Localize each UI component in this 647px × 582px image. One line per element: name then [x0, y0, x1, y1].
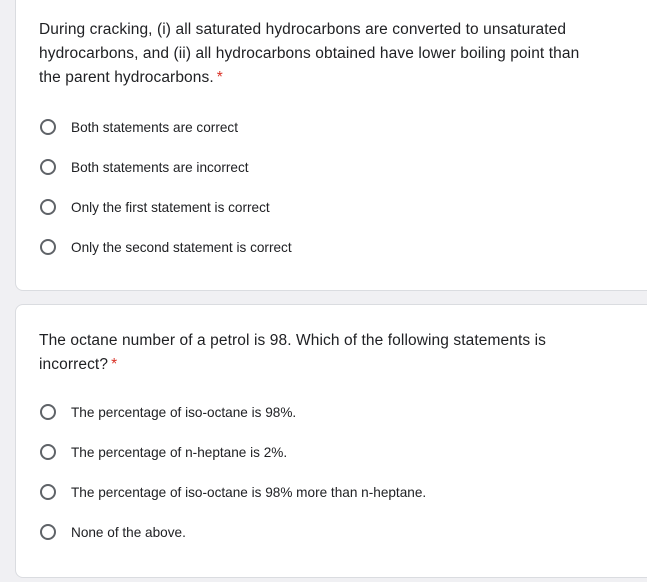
option-first-correct[interactable]	[40, 196, 270, 218]
option-label: The percentage of iso-octane is 98% more than n-heptane.	[71, 484, 427, 500]
option-both-correct[interactable]	[40, 116, 238, 138]
question-card-2	[15, 304, 647, 578]
radio-button[interactable]	[40, 404, 56, 420]
question-text	[39, 329, 599, 377]
required-asterisk: *	[111, 356, 118, 373]
radio-button[interactable]	[40, 119, 56, 135]
radio-button[interactable]	[40, 199, 56, 215]
radio-button[interactable]	[40, 524, 56, 540]
option-iso-octane-98[interactable]	[40, 401, 296, 423]
radio-button[interactable]	[40, 444, 56, 460]
question-text	[39, 18, 599, 90]
option-none[interactable]	[40, 521, 186, 543]
option-label: Only the first statement is correct	[71, 199, 270, 215]
option-label: The percentage of iso-octane is 98%.	[71, 404, 297, 420]
radio-button[interactable]	[40, 239, 56, 255]
option-label: The percentage of n-heptane is 2%.	[71, 444, 288, 460]
question-title: The octane number of a petrol is 98. Which of the following statements is incorrect?	[39, 332, 547, 373]
option-label: Both statements are incorrect	[71, 159, 249, 175]
option-both-incorrect[interactable]	[40, 156, 249, 178]
question-title: During cracking, (i) all saturated hydrocarbons are converted to unsaturated hydrocarbons, and (ii) all hydrocarbons obtained have lower boiling point than the parent hydrocarbons.	[39, 21, 580, 86]
question-card-1	[15, 0, 647, 291]
option-n-heptane-2[interactable]	[40, 441, 287, 463]
required-asterisk: *	[216, 69, 223, 86]
option-label: None of the above.	[71, 524, 186, 540]
option-iso-octane-more[interactable]	[40, 481, 426, 503]
option-second-correct[interactable]	[40, 236, 292, 258]
radio-button[interactable]	[40, 159, 56, 175]
radio-button[interactable]	[40, 484, 56, 500]
option-label: Only the second statement is correct	[71, 239, 292, 255]
option-label: Both statements are correct	[71, 119, 238, 135]
